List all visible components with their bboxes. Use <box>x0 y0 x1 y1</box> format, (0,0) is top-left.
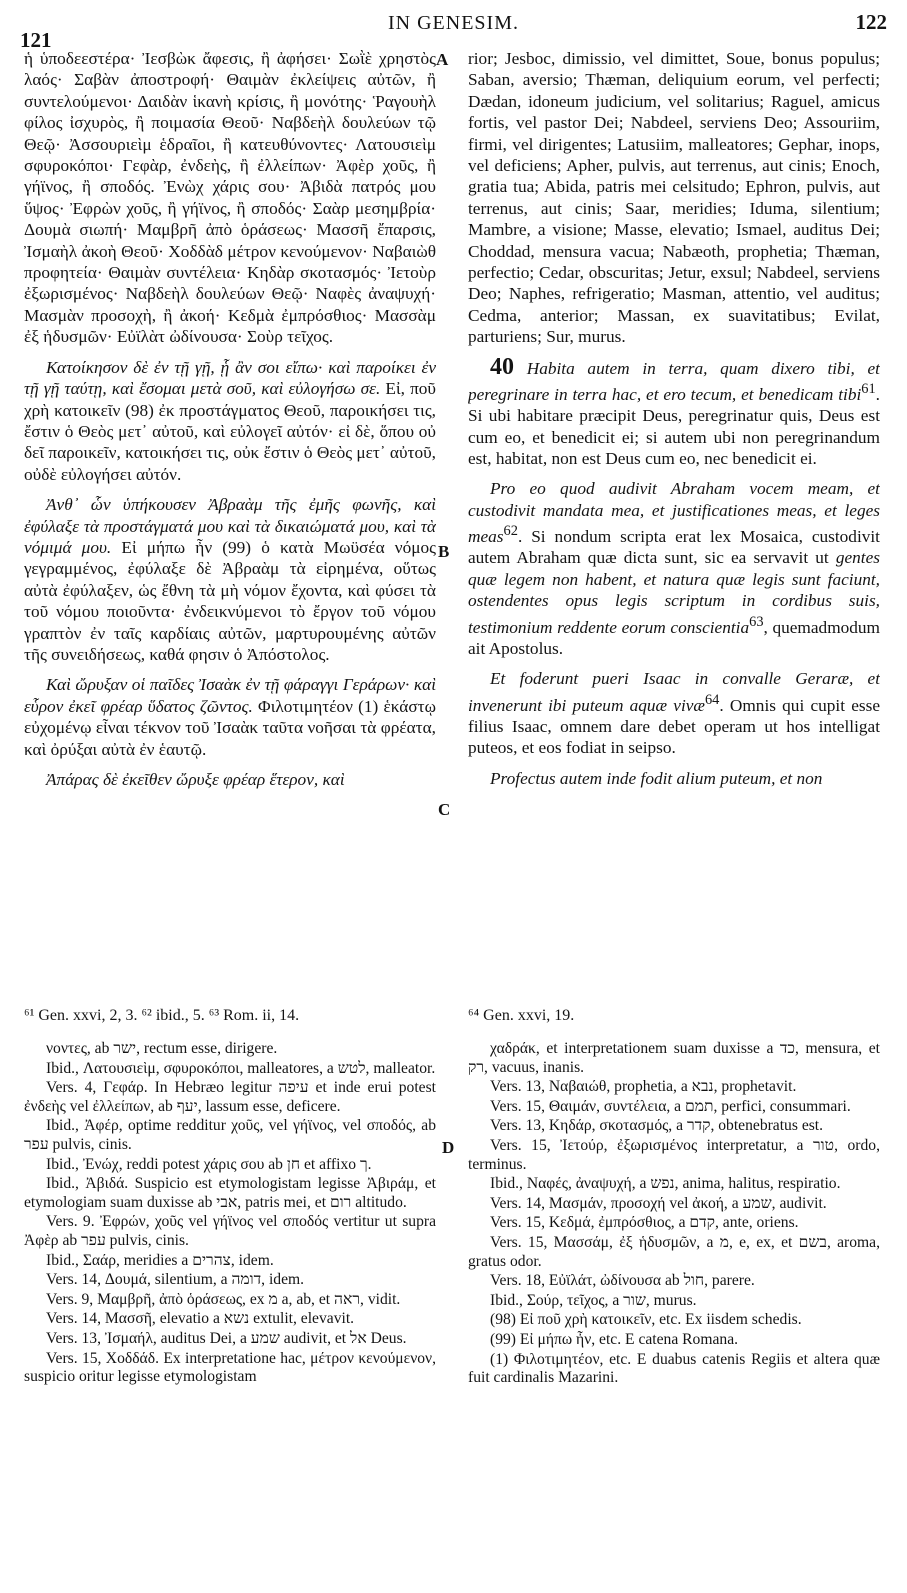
note-entry: Vers. 13, Κηδάρ, σκοτασμός, a קדר, obtenebratus est. <box>490 1117 824 1135</box>
footnote-ref: 63 <box>749 613 764 630</box>
footnote-ref: 64 <box>704 691 720 708</box>
note-entry: Ibid., Ναφές, ἀναψυχή, a נפש, anima, halitus, respiratio. <box>490 1175 841 1193</box>
greek-paragraph-5 <box>24 769 436 790</box>
latin-paragraph-5 <box>468 768 880 789</box>
note-entry: Ibid., Σαάρ, meridies a צהרים, idem. <box>46 1251 274 1269</box>
note-entry: Vers. 4, Γεφάρ. In Hebræo legitur עיפה et inde erui potest ἐνδεὴς vel ἐλλείπων, ab יעף, lassum esse, deficere. <box>24 1079 436 1115</box>
section-number: 40 <box>490 353 514 380</box>
note-entry: Ibid., Ἐνώχ, reddi potest χάρις σου ab חן et affixo ך. <box>46 1155 372 1173</box>
page-number-left: 121 <box>20 28 52 52</box>
latin-paragraph-2 <box>468 353 880 470</box>
margin-letter-b: B <box>438 542 450 561</box>
margin-letter-c: C <box>438 800 451 819</box>
note-entry: Vers. 14, Μασμάν, προσοχή vel ἀκοή, a שמע, audivit. <box>490 1194 827 1212</box>
greek-paragraph-names: ἡ ὑποδεεστέρα· Ἰεσβὼκ ἄφεσις, ἢ ἀφήσει· Σωῒὲ χρηστὸς λαός· Σαβὰν ἀποστροφή· Θαιμὰν ἐκλείψεις αὐτῶν, ἢ συντελούμενοι· Δαιδὰν ἱκανὴ κρίσις, ἢ μονότης· Ῥαγουὴλ φίλος ἰσχυρὸς, ἢ ποιμασία Θεοῦ· Ναβδεὴλ δουλεύων τῷ Θεῷ· Ἀσσουριεὶμ ἑδραῖοι, ἢ κατευθύνοντες· Λατουσιεὶμ σφυροκόποι· Γεφὰρ, ἐνδεὴς, ἢ ἐλλείπων· Ἀφὲρ χοῦς, ἢ γήϊνος, ἢ σποδός. Ἐνὼχ χάρις σου· Ἀβιδὰ πατρός μου ὕψος· Ἐφρὼν χοῦς, ἢ γήϊνος, ἢ σποδός· Σαὰρ μεσημβρία· Δουμὰ σιωπή· Μαμβρῆ ἀπὸ ὁράσεως· Μασσῆ ἔπαρσις, Ἰσμαὴλ ἀκοὴ Θεοῦ· Χοδδὰδ μέτρον κενούμενον· Ναβαιὼθ προφητεία· Θαιμὰν συντέλεια· Κηδὰρ σκοτασμός· Ἰετοὺρ ἐξωρισμένος· Ναβδεὴλ δουλεύων Θεῷ· Ναφὲς ἀναψυχή· Μασμὰν προσοχὴ, ἢ ἀκοή· Κεδμὰ ἐμπρόσθιος· Μασσὰμ ἐξ ἡδυσμῶν· Εὐϊλὰτ ὠδίνουσα· Σοὺρ τεῖχος. <box>24 49 436 347</box>
note-entry: Vers. 9. Ἐφρών, χοῦς vel γήϊνος vel σποδός vertitur ut supra Ἀφὲρ ab עפר pulvis, cinis. <box>24 1213 436 1249</box>
latin-lemma: Profectus autem inde fodit alium puteum, et non <box>490 768 823 788</box>
latin-commentary: . Si ubi habitare præcipit Deus, peregrinatur quis, Deus est cum eo, et benedicit ei; si autem ubi non peregrinandum est, habitat, non est Deus cum eo, nec benedicit ei. <box>468 384 880 469</box>
running-header <box>18 6 889 52</box>
latin-paragraph-names: rior; Jesboc, dimissio, vel dimittet, Soue, bonus populus; Saban, aversio; Thæman, deliquium eorum, vel perfecti; Dædan, idoneum judicium, vel solitarius; Raguel, amicus fortis, vel pastor Dei; Nabdeel, serviens Deo; Assouriim, firmi, vel dirigentes; Latusiim, malleatores; Gephar, inops, vel deficiens; Apher, pulvis, aut terrenus, aut cinis; Enoch, gratia tua; Abida, patris mei celsitudo; Ephron, pulvis, aut terrenus, aut cinis; Saar, meridies; Iduma, silentium; Mambre, a visione; Masse, elevatio; Ismael, auditus Dei; Choddad, mensura vacua; Nabæoth, prophetia; Thæman, perfectio; Cedar, obscuritas; Jetur, exsul; Nabdeel, serviens Deo; Naphes, refrigeratio; Masman, attentio, vel auditus; Cedma, anterior; Massan, ex suavitatibus; Evilat, parturiens; Sur, murus. <box>468 49 880 347</box>
note-entry: Vers. 15, Ἰετούρ, ἐξωρισμένος interpretatur, a טור, ordo, terminus. <box>468 1136 880 1173</box>
note-entry: Vers. 13, Ναβαιώθ, prophetia, a נבא, prophetavit. <box>490 1078 797 1096</box>
note-entry: Vers. 18, Εὐϊλάτ, ὠδίνουσα ab חול, parere. <box>490 1272 755 1290</box>
margin-letter-a: A <box>436 50 449 69</box>
greek-commentary: Εἰ μήπω ἦν (99) ὁ κατὰ Μωϋσέα νόμος γεγραμμένος, ἐφύλαξε δὲ Ἀβραὰμ τὰ εἰρημένα, οὕτως αὐτὰ ἐφύλαξεν, ὡς ἔθνη τὰ μὴ νόμον ἔχοντα, καὶ φύσει τὰ τοῦ νόμου ποιοῦντα· ἐνδεικνύμενοι τὸ ἔργον τοῦ νόμου γραπτὸν ἐν ταῖς καρδίαις αὐτῶν, μαρτυρουμένης αὐτῶν τῆς συνειδήσεως, καθά φησιν ὁ Ἀπόστολος. <box>24 537 436 664</box>
latin-quote: gentes quæ legem non habent, et natura quæ legis sunt faciunt, ostendentes opus legis scriptum in cordibus suis, testimonium reddente eorum conscientia <box>468 548 880 637</box>
margin-letter-d: D <box>442 1138 455 1157</box>
footnote-ref: 61 <box>861 381 876 398</box>
note-entry: (99) Εἰ μήπω ἦν, etc. E catena Romana. <box>490 1330 739 1348</box>
note-entry: Vers. 13, Ἰσμαήλ, auditus Dei, a שמע audivit, et אל Deus. <box>46 1329 407 1347</box>
footnote-ref: 62 <box>503 523 518 540</box>
page-number-right: 122 <box>855 10 887 34</box>
note-entry: (1) Φιλοτιμητέον, etc. E duabus catenis Regiis et altera quæ fuit cardinalis Mazarini. <box>468 1350 880 1387</box>
greek-lemma: Ἀπάρας δὲ ἐκεῖθεν ὤρυξε φρέαρ ἕτερον, καὶ <box>46 770 345 789</box>
note-entry: Vers. 9, Μαμβρῆ, ἀπὸ ὁράσεως, ex מ a, ab, et ראה, vidit. <box>46 1290 401 1308</box>
latin-commentary: . Omnis qui cupit esse filius Isaac, omnem dare debet operam ut hos intelligat puteos, et eos fodiat in seipso. <box>468 695 880 758</box>
note-entry: Ibid., Σούρ, τεῖχος, a שור, murus. <box>490 1291 697 1309</box>
note-entry: Vers. 15, Μασσάμ, ἐξ ἡδυσμῶν, a מ, e, ex, et בשם, aroma, gratus odor. <box>468 1233 880 1270</box>
greek-paragraph-2 <box>24 357 436 485</box>
greek-paragraph-3 <box>24 494 436 665</box>
latin-lemma: Pro eo quod audivit Abraham vocem meam, et custodivit mandata mea, et justificationes meas, et leges meas <box>468 479 880 547</box>
latin-commentary: . Si nondum scripta erat lex Mosaica, custodivit autem Abraham quæ dicta sunt, sic ea servavit ut <box>468 527 880 568</box>
footnotes-right: ⁶⁴ Gen. xxvi, 19. <box>468 1007 575 1024</box>
note-entry: Ibid., Λατουσιεὶμ, σφυροκόποι, malleatores, a לטש, malleator. <box>46 1059 436 1077</box>
latin-paragraph-4 <box>468 668 880 758</box>
latin-column <box>468 48 880 996</box>
greek-lemma: Ἀνθ᾽ ὧν ὑπήκουσεν Ἀβραὰμ τῆς ἐμῆς φωνῆς, καὶ ἐφύλαξε τὰ προστάγματά μου καὶ τὰ δικαιώματά μου, καὶ τὰ νόμιμά μου. <box>24 495 436 557</box>
greek-commentary: Φιλοτιμητέον (1) ἑκάστῳ εὐχομένῳ εἶναι τέκνον τοῦ Ἰσαὰκ ταῦτα νοῆσαι τὰ φρέατα, καὶ ὀρύξαι αὐτὰ ἐν ἑαυτῷ. <box>24 696 436 759</box>
latin-lemma: Habita autem in terra, quam dixero tibi, et peregrinare in terra hac, et ero tecum, et benedicam tibi <box>468 358 880 404</box>
latin-commentary: , quemadmodum ait Apostolus. <box>468 617 880 658</box>
note-entry: νοντες, ab ישר, rectum esse, dirigere. <box>46 1040 278 1057</box>
running-title: IN GENESIM. <box>388 12 519 34</box>
note-entry: Ibid., Ἀβιδά. Suspicio est etymologistam legisse Ἀβιράμ, et etymologiam suam duxisse ab אבי, patris mei, et רום altitudo. <box>24 1175 436 1211</box>
greek-lemma: Καὶ ὤρυξαν οἱ παῖδες Ἰσαὰκ ἐν τῇ φάραγγι Γεράρων· καὶ εὗρον ἐκεῖ φρέαρ ὕδατος ζῶντος. <box>24 675 436 716</box>
note-entry: Vers. 15, Χοδδάδ. Ex interpretatione hac, μέτρον κενούμενον, suspicio oritur legisse etymologistam <box>24 1349 436 1386</box>
latin-lemma: Et foderunt pueri Isaac in convalle Geraræ, et invenerunt ibi puteum aquæ vivæ <box>468 669 880 715</box>
note-entry: χαδράκ, et interpretationem suam duxisse a כד, mensura, et רק, vacuus, inanis. <box>468 1040 880 1076</box>
greek-lemma: Κατοίκησον δὲ ἐν τῇ γῇ, ᾗ ἂν σοι εἴπω· καὶ παροίκει ἐν τῇ γῇ ταύτῃ, καὶ ἔσομαι μετὰ σοῦ, καὶ εὐλογήσω σε. <box>24 357 436 399</box>
note-entry: Vers. 14, Δουμά, silentium, a דומה, idem. <box>46 1271 305 1289</box>
latin-paragraph-3 <box>468 478 880 659</box>
note-entry: (98) Εἰ ποῦ χρὴ κατοικεῖν, etc. Ex iisdem schedis. <box>490 1311 802 1329</box>
note-entry: Vers. 15, Θαιμάν, συντέλεια, a תמם, perfici, consummari. <box>490 1097 851 1115</box>
note-entry: Vers. 15, Κεδμά, ἐμπρόσθιος, a קדם, ante, oriens. <box>490 1214 799 1232</box>
footnotes-left: ⁶¹ Gen. xxvi, 2, 3. ⁶² ibid., 5. ⁶³ Rom. ii, 14. <box>24 1007 300 1024</box>
greek-commentary: Εἰ, ποῦ χρὴ κατοικεῖν (98) ἐκ προστάγματος Θεοῦ, παροικήσει τις, ἔστιν ὁ Θεὸς μετ᾽ αὐτοῦ, καὶ εὐλογεῖ αὐτόν· εἰ δὲ, ὅπου οὐ δεῖ παροικεῖν, κατοικήσει τις, οὐκ ἔστιν ὁ Θεὸς μετ᾽ αὐτοῦ, οὐδὲ εὐλογήσει αὐτόν. <box>24 379 436 484</box>
greek-paragraph-4 <box>24 674 436 760</box>
notes-right-column <box>468 1040 880 1580</box>
greek-column <box>24 48 436 996</box>
note-entry: Ibid., Ἀφέρ, optime redditur χοῦς, vel γήϊνος, vel σποδός, ab עפר pulvis, cinis. <box>24 1117 436 1153</box>
note-entry: Vers. 14, Μασσῆ, elevatio a נשא extulit, elevavit. <box>46 1310 355 1328</box>
notes-left-column <box>24 1040 436 1580</box>
